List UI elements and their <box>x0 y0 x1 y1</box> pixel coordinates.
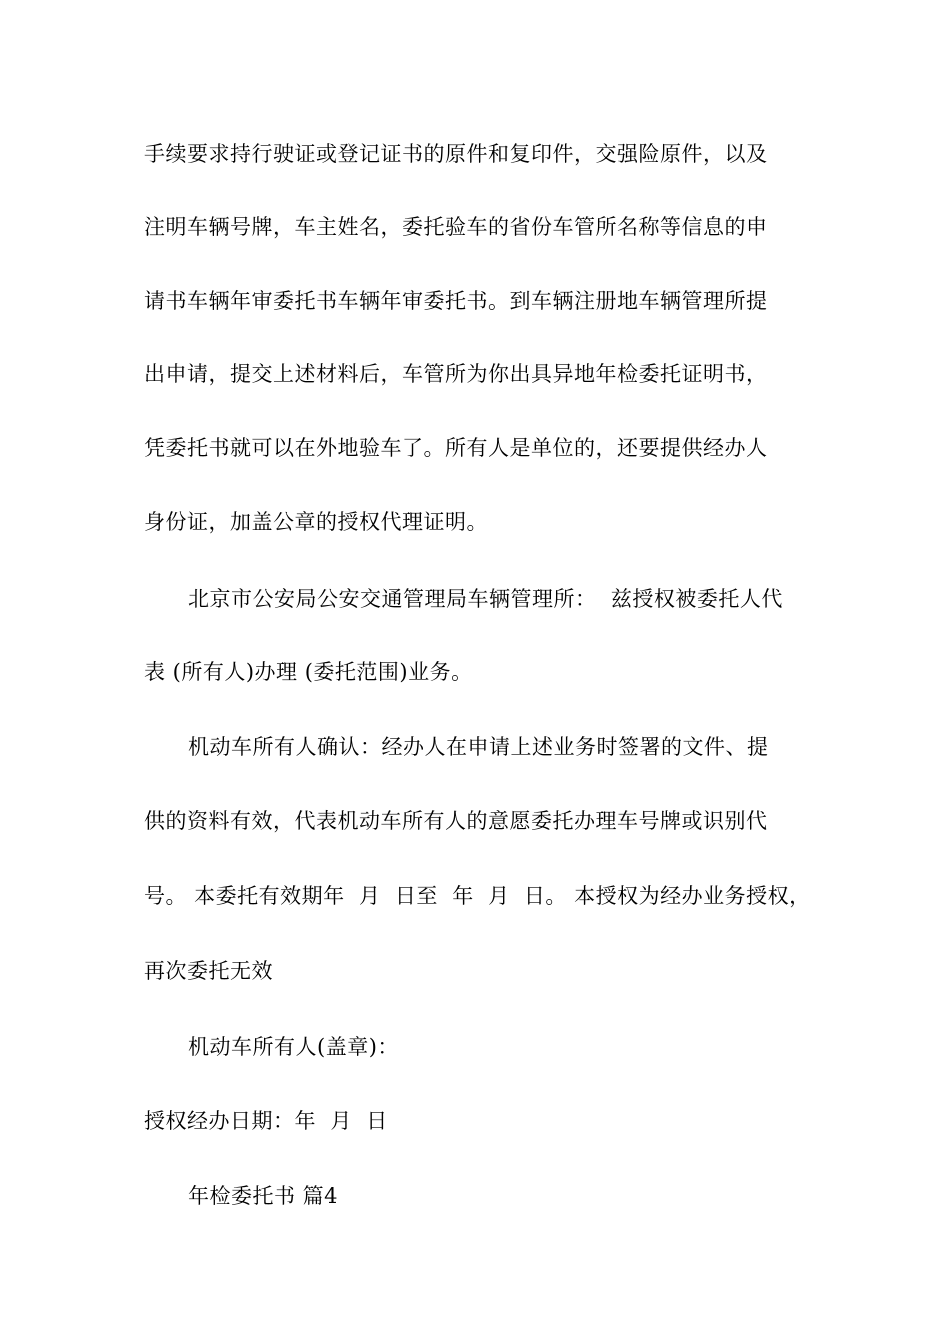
validity-period-line: 号。 本委托有效期年 月 日至 年 月 日。 本授权为经办业务授权， <box>144 884 811 908</box>
paragraph-line: 再次委托无效 <box>144 959 273 983</box>
section-heading: 年检委托书 篇4 <box>188 1184 339 1208</box>
paragraph-line: 出申请，提交上述材料后，车管所为你出具异地年检委托证明书， <box>144 362 768 386</box>
confirmation-line: 机动车所有人确认：经办人在申请上述业务时签署的文件、提 <box>188 735 769 759</box>
paragraph-line: 身份证，加盖公章的授权代理证明。 <box>144 510 488 534</box>
authorization-date-line: 授权经办日期：年 月 日 <box>144 1109 388 1133</box>
paragraph-line: 凭委托书就可以在外地验车了。所有人是单位的，还要提供经办人 <box>144 436 768 460</box>
paragraph-line: 表 (所有人)办理 (委托范围)业务。 <box>144 660 473 684</box>
owner-seal-line: 机动车所有人(盖章)： <box>188 1035 399 1059</box>
paragraph-line: 注明车辆号牌，车主姓名，委托验车的省份车管所名称等信息的申 <box>144 215 768 239</box>
letter-salutation-line: 北京市公安局公安交通管理局车辆管理所： 兹授权被委托人代 <box>188 587 783 611</box>
paragraph-line: 手续要求持行驶证或登记证书的原件和复印件，交强险原件，以及 <box>144 142 768 166</box>
paragraph-line: 供的资料有效，代表机动车所有人的意愿委托办理车号牌或识别代 <box>144 809 768 833</box>
paragraph-line: 请书车辆年审委托书车辆年审委托书。到车辆注册地车辆管理所提 <box>144 289 768 313</box>
